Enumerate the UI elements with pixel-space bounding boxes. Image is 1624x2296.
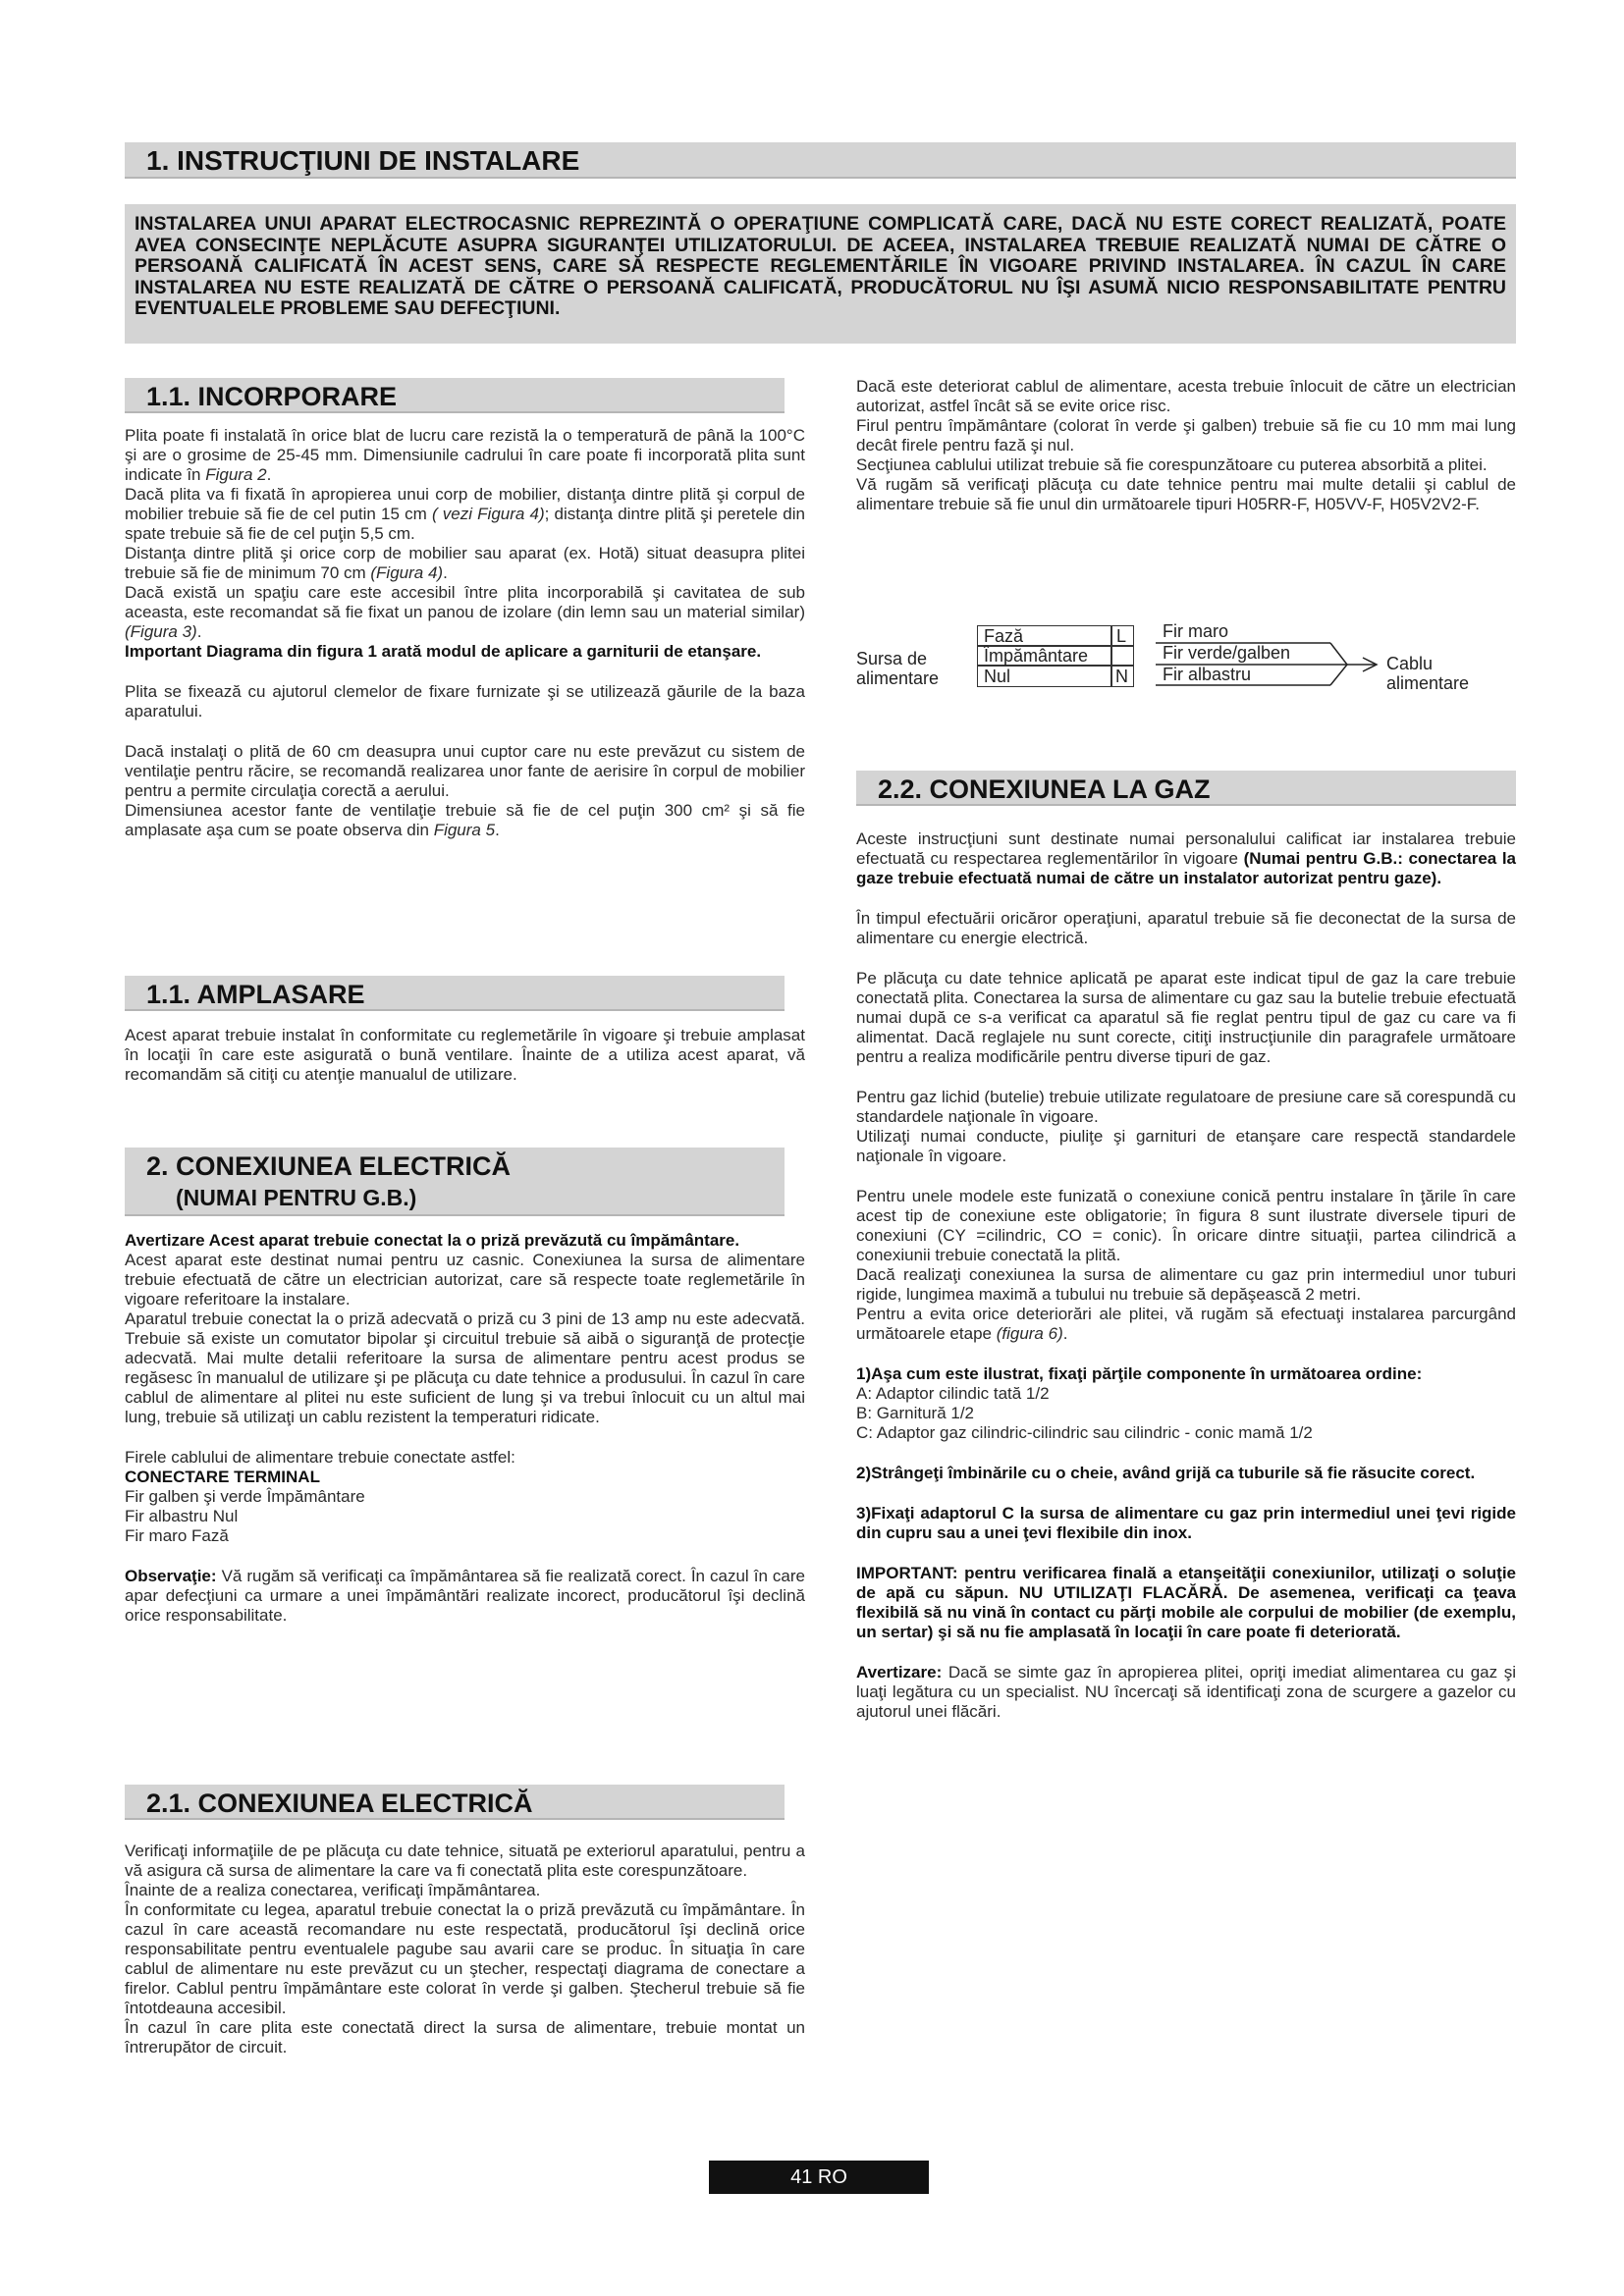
paragraph: Firul pentru împământare (colorat în verde şi galben) trebuie să fie cu 10 mm mai lung decât firele pentru fază şi nul. [856, 416, 1516, 454]
section-heading-electrica: 2.1. CONEXIUNEA ELECTRICĂ [125, 1785, 785, 1820]
paragraph: Pentru a evita orice deteriorări ale plitei, vă rugăm să efectuaţi instalarea parcurgând următoarele etape (figura 6). [856, 1305, 1516, 1343]
paragraph: În conformitate cu legea, aparatul trebuie conectat la o priză prevăzută cu împământare. În cazul în care această recomandare nu este respectată, producătorul îşi declină orice responsabilitate pentru eventualele pagube sau avarii care se produc. În situaţia în care cablul de alimentare nu este prevăzut cu un ştecher, respectaţi diagrama de conectare a firelor. Cablul pentru împământare este colorat în verde şi galben. Ştecherul trebuie să fie întotdeauna accesibil. [125, 1900, 805, 2017]
observation: Observaţie: Vă rugăm să verificaţi ca împământarea să fie realizată corect. În cazul în care apar defecţiuni ca urmare a unei împământări realizate incorect, producătorul îşi declină orice responsabilitate. [125, 1567, 805, 1625]
wire-neutral-name: Nul [984, 667, 1011, 686]
paragraph: Dimensiunea acestor fante de ventilaţie trebuie să fie de cel puţin 300 cm² şi să fie amplasate aşa cum se poate observa din Figura 5. [125, 801, 805, 839]
electrica-gb-text [125, 1231, 805, 1626]
step-1-item: C: Adaptor gaz cilindric-cilindric sau cilindric - conic mamă 1/2 [856, 1423, 1313, 1442]
paragraph: Vă rugăm să verificaţi plăcuţa cu date tehnice pentru mai multe detalii şi cablul de alimentare trebuie să fie unul din următoarele tipuri H05RR-F, H05VV-F, H05V2V2-F. [856, 475, 1516, 513]
paragraph: Dacă plita va fi fixată în apropierea unui corp de mobilier, distanţa dintre plită şi corpul de mobilier trebuie să fie de cel putin 15 cm ( vezi Figura 4); distanţa dintre plită şi peretele din spate trebuie să fie de cel puţin 5,5 cm. [125, 485, 805, 543]
terminal-heading: CONECTARE TERMINAL [125, 1468, 320, 1486]
warning-note: Avertizare Acest aparat trebuie conectat la o priză prevăzută cu împământare. [125, 1231, 740, 1250]
incorporare-text [125, 426, 805, 840]
paragraph: Înainte de a realiza conectarea, verificaţi împământarea. [125, 1881, 541, 1899]
gaz-text [856, 829, 1516, 1722]
paragraph: Distanţa dintre plită şi orice corp de mobilier sau aparat (ex. Hotă) situat deasupra plitei trebuie să fie de minimum 70 cm (Figura 4). [125, 544, 805, 582]
electrica-text [125, 1842, 805, 2057]
paragraph: Dacă este deteriorat cablul de alimentare, acesta trebuie înlocuit de către un electrician autorizat, astfel încât să se evite orice risc. [856, 377, 1516, 415]
wire-green-yellow-label: Fir verde/galben [1163, 643, 1291, 663]
step-1-item: B: Garnitură 1/2 [856, 1404, 975, 1422]
wire-earth-name: Împământare [984, 646, 1089, 666]
page-title: 1. INSTRUCŢIUNI DE INSTALARE [146, 145, 580, 176]
paragraph: În timpul efectuării oricăror operaţiuni, aparatul trebuie să fie deconectat de la sursa de alimentare cu energie electrică. [856, 909, 1516, 947]
paragraph: Pentru gaz lichid (butelie) trebuie utilizate regulatoare de presiune care să corespundă cu standardele naţionale în vigoare. [856, 1088, 1516, 1126]
paragraph: Pentru unele modele este funizată o conexiune conică pentru instalare în ţările în care acest tip de conexiune este obligatorie; în figura 8 sunt ilustrate diversele tipuri de conexiuni (CY =cilindric, CO = conic). În oricare dintre situaţii, partea cilindrică a conexiunii trebuie conectată la plită. [856, 1187, 1516, 1264]
step-3: 3)Fixaţi adaptorul C la sursa de alimentare cu gaz prin intermediul unei ţevi rigide din cupru sau a unei ţevi flexibile din inox. [856, 1504, 1516, 1542]
section-heading-amplasare: 1.1. AMPLASARE [125, 976, 785, 1011]
paragraph: În cazul în care plita este conectată direct la sursa de alimentare, trebuie montat un întrerupător de circuit. [125, 2018, 805, 2056]
step-1: 1)Aşa cum este ilustrat, fixaţi părţile componente în următoarea ordine: [856, 1364, 1423, 1383]
paragraph: Verificaţi informaţiile de pe plăcuţa cu date tehnice, situată pe exteriorul aparatului, pentru a vă asigura că sursa de alimentare la care va fi conectată plita este corespunzătoare. [125, 1842, 805, 1880]
wiring-diagram [856, 621, 1516, 721]
paragraph: Acest aparat este destinat numai pentru uz casnic. Conexiunea la sursa de alimentare trebuie efectuată de către un electrician autorizat, care să respecte toate reglemetările în vigoare referitoare la instalare. [125, 1251, 805, 1308]
wire-phase-code: L [1116, 626, 1127, 646]
section-heading-electrica-gb: 2. CONEXIUNEA ELECTRICĂ (NUMAI PENTRU G.B.) [125, 1148, 785, 1216]
source-label: Sursa de alimentare [856, 649, 940, 688]
paragraph: Pe plăcuţa cu date tehnice aplicată pe aparat este indicat tipul de gaz la care trebuie conectată plita. Conectarea la sursa de alimentare cu gaz sau la butelie trebuie efectuată numai după ce s-a verificat ca aparatul să fie reglat pentru tipul de gaz cu care va fi alimentat. Dacă reglajele nu sunt corecte, citiţi instrucţiunile din paragrafele următoare pentru a realiza modificările pentru diverse tipuri de gaz. [856, 969, 1516, 1066]
wire-brown-label: Fir maro [1163, 621, 1228, 641]
page-title-bar [125, 142, 1516, 179]
paragraph: Firele cablului de alimentare trebuie conectate astfel: [125, 1448, 515, 1467]
cable-info-text [856, 377, 1516, 514]
paragraph: Utilizaţi numai conducte, piuliţe şi garnituri de etanşare care respectă standardele naţionale în vigoare. [856, 1127, 1516, 1165]
paragraph: Acest aparat trebuie instalat în conformitate cu reglemetările în vigoare şi trebuie amplasat în locaţii în care este asigurată o bună ventilare. Înainte de a utiliza acest aparat, vă recomandăm să citiţi cu atenţie manualul de utilizare. [125, 1026, 805, 1084]
amplasare-text [125, 1026, 805, 1085]
wire-item: Fir albastru Nul [125, 1507, 239, 1525]
section-heading-gaz: 2.2. CONEXIUNEA LA GAZ [856, 771, 1516, 806]
wire-blue-label: Fir albastru [1163, 665, 1252, 684]
step-2: 2)Strângeţi îmbinările cu o cheie, având grijă ca tuburile să fie răsucite corect. [856, 1464, 1476, 1482]
paragraph: Aparatul trebuie conectat la o priză adecvată o priză cu 3 pini de 13 amp nu este adecvată. Trebuie să existe un comutator bipolar şi circuitul trebuie să aibă o siguranţă de protecţie adecvată. Mai multe detalii referitoare la sursa de alimentare pentru acest produs se regăsesc în manualul de utilizare şi pe plăcuţa cu date tehnice a produsului. În cazul în care cablul de alimentare al plitei nu este suficient de lung şi va trebui înlocuit cu un altul mai lung, trebuie să utilizaţi un cablu rezistent la temperaturi ridicate. [125, 1309, 805, 1426]
page-number: 41 RO [709, 2161, 929, 2194]
paragraph: Aceste instrucţiuni sunt destinate numai personalului calificat iar instalarea trebuie efectuată cu respectarea reglementărilor în vigoare (Numai pentru G.B.: conectarea la gaze trebuie efectuată numai de către un instalator autorizat pentru gaze). [856, 829, 1517, 887]
step-1-item: A: Adaptor cilindic tată 1/2 [856, 1384, 1050, 1403]
installation-warning: INSTALAREA UNUI APARAT ELECTROCASNIC REPREZINTĂ O OPERAŢIUNE COMPLICATĂ CARE, DACĂ NU ESTE CORECT REALIZATĂ, POATE AVEA CONSECINŢE NEPLĂCUTE ASUPRA SIGURANŢEI UTILIZATORULUI. DE ACEEA, INSTALAREA TREBUIE REALIZATĂ NUMAI DE CĂTRE O PERSOANĂ CALIFICATĂ ÎN ACEST SENS, CARE SĂ RESPECTE REGLEMENTĂRILE ÎN VIGOARE PRIVIND INSTALAREA. ÎN CAZUL ÎN CARE INSTALAREA NU ESTE REALIZATĂ DE CĂTRE O PERSOANĂ CALIFICATĂ, PRODUCĂTORUL NU ÎŞI ASUMĂ NICIO RESPONSABILITATE PENTRU EVENTUALELE PROBLEME SAU DEFECŢIUNI. [125, 204, 1516, 344]
wire-neutral-code: N [1115, 667, 1128, 686]
wire-phase-name: Fază [984, 626, 1024, 646]
paragraph: Dacă există un spaţiu care este accesibil între plita incorporabilă şi cavitatea de sub aceasta, este recomandat să fie fixat un panou de izolare (din lemn sau un material similar) (Figura 3). [125, 583, 805, 641]
paragraph: Plita se fixează cu ajutorul clemelor de fixare furnizate şi se utilizează găurile de la baza aparatului. [125, 682, 805, 721]
wire-item: Fir maro Fază [125, 1526, 229, 1545]
cable-label: Cablu alimentare [1386, 654, 1470, 693]
paragraph: Plita poate fi instalată în orice blat de lucru care rezistă la o temperatură de până la 100°C şi are o grosime de 25-45 mm. Dimensiunile cadrului în care poate fi incorporată plita sunt indicate în Figura 2. [125, 426, 805, 484]
paragraph: Dacă realizaţi conexiunea la sursa de alimentare cu gaz prin intermediul unor tuburi rigide, lungimea maximă a tubului nu trebuie să depăşească 2 metri. [856, 1265, 1516, 1304]
important-note: IMPORTANT: pentru verificarea finală a etanşeităţii conexiunilor, utilizaţi o soluţie de apă cu săpun. NU UTILIZAŢI FLACĂRĂ. De asemenea, verificaţi ca ţeava flexibilă să nu vină în contact cu părţi mobile ale corpului de mobilier (de exemplu, un sertar) şi să nu fie amplasată în locaţii în care poate fi deteriorată. [856, 1564, 1516, 1641]
warning-note: Avertizare: Dacă se simte gaz în apropierea plitei, opriţi imediat alimentarea cu gaz şi luaţi legătura cu un specialist. NU încercaţi să identificaţi zona de scurgere a gazelor cu ajutorul unei flăcări. [856, 1663, 1516, 1721]
important-note: Important Diagrama din figura 1 arată modul de aplicare a garniturii de etanşare. [125, 642, 762, 661]
section-heading-incorporare: 1.1. INCORPORARE [125, 378, 785, 413]
paragraph: Secţiunea cablului utilizat trebuie să fie corespunzătoare cu puterea absorbită a plitei. [856, 455, 1488, 474]
wire-item: Fir galben şi verde Împământare [125, 1487, 365, 1506]
paragraph: Dacă instalaţi o plită de 60 cm deasupra unui cuptor care nu este prevăzut cu sistem de ventilaţie pentru răcire, se recomandă realizarea unor fante de aerisire în corpul de mobilier pentru a permite circulaţia corectă a aerului. [125, 742, 805, 800]
